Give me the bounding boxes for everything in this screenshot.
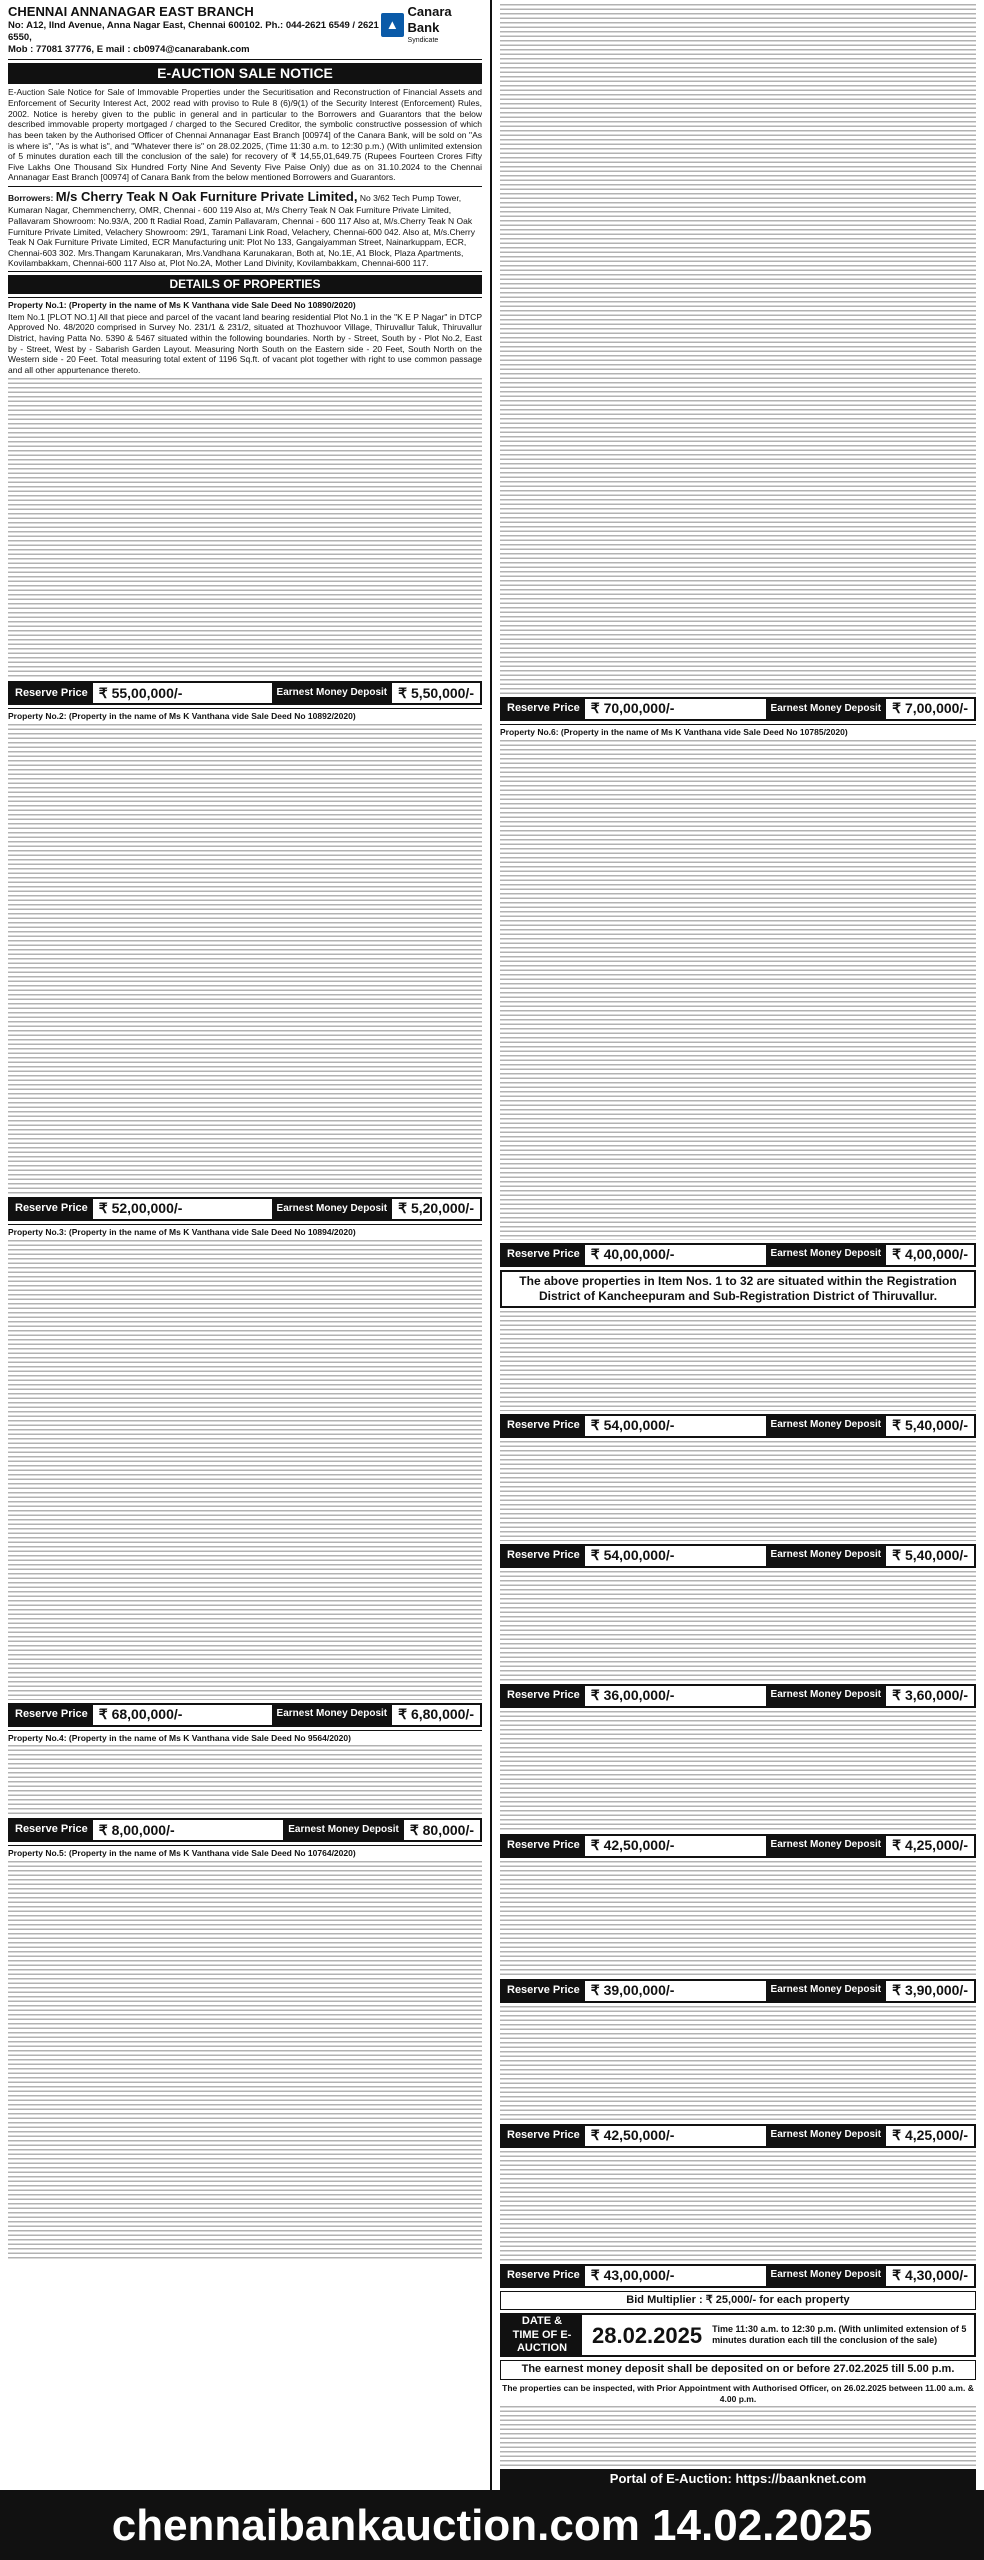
left-column [0, 0, 492, 2490]
reserve-value: ₹ 68,00,000/- [98, 1705, 183, 1722]
auction-date-row [500, 2313, 976, 2357]
text-block [8, 1240, 482, 1700]
emd-label: Earnest Money Deposit [766, 699, 887, 719]
reserve-value: ₹ 42,50,000/- [590, 1836, 675, 1853]
reserve-label: Reserve Price [10, 683, 93, 703]
reserve-value: ₹ 43,00,000/- [590, 2266, 675, 2283]
emd-label: Earnest Money Deposit [283, 1820, 404, 1840]
borrowers-label: Borrowers: [8, 193, 54, 203]
emd-value: ₹ 5,20,000/- [398, 1200, 474, 1217]
text-block [500, 4, 976, 694]
bid-multiplier: Bid Multiplier : ₹ 25,000/- for each property [500, 2291, 976, 2311]
reserve-label: Reserve Price [502, 1416, 585, 1436]
reserve-row-2 [8, 1197, 482, 1221]
intro-text: E-Auction Sale Notice for Sale of Immovable Properties under the Securitisation and Reconstruction of Financial Assets and Enforcement of Security Interest Act, 2002 read with proviso to Rule 8 (6)/9(1) of the Security Interest (Enforcement) Rules, 2002. Notice is hereby given to the public in general and in particular to the Borrowers and Guarantors that the below described immovable property mortgaged / charged to the Secured Creditor, the symbolic constructive possession of which has been taken by the Authorised Officer of Chennai Annanagar East Branch [00974] of the Canara Bank, will be sold on "As is where is", "As is what is", and "Whatever there is" on 28.02.2025, (Time 11:30 a.m. to 12:30 p.m.) (With unlimited extension of 5 minutes duration each till the conclusion of the sale) for recovery of ₹ 14,55,01,649.75 (Rupees Fourteen Crores Fifty Five Lakhs One Thousand Six Hundred Forty Nine And Seventy Five Paise Only) due as on 31.10.2024 to the Chennai Annanagar East Branch [00974] of Canara Bank from the below mentioned Borrowers and Guarantors. [8, 87, 482, 183]
emd-label: Earnest Money Deposit [766, 1981, 887, 2001]
reserve-label: Reserve Price [502, 1546, 585, 1566]
reserve-value: ₹ 36,00,000/- [590, 1686, 675, 1703]
branch-name: CHENNAI ANNANAGAR EAST BRANCH [8, 4, 254, 19]
notice-title: E-AUCTION SALE NOTICE [8, 63, 482, 85]
emd-value: ₹ 3,60,000/- [892, 1686, 968, 1703]
reserve-label: Reserve Price [502, 699, 585, 719]
emd-value: ₹ 4,25,000/- [892, 1836, 968, 1853]
text-block [8, 1861, 482, 2261]
text-block [8, 378, 482, 678]
property-1-title: Property No.1: (Property in the name of Ms K Vanthana vide Sale Deed No 10890/2020) [8, 297, 482, 311]
reserve-value: ₹ 40,00,000/- [590, 1245, 675, 1262]
reserve-row-i [500, 2264, 976, 2288]
emd-label: Earnest Money Deposit [272, 1199, 393, 1219]
property-2-title: Property No.2: (Property in the name of Ms K Vanthana vide Sale Deed No 10892/2020) [8, 708, 482, 722]
reserve-label: Reserve Price [502, 2126, 585, 2146]
emd-label: Earnest Money Deposit [272, 683, 393, 703]
reserve-row-4 [8, 1818, 482, 1842]
auction-time: Time 11:30 a.m. to 12:30 p.m. (With unlimited extension of 5 minutes duration each till the conclusion of the sale) [712, 2324, 967, 2346]
emd-value: ₹ 6,80,000/- [398, 1705, 474, 1722]
reserve-label: Reserve Price [502, 1981, 585, 2001]
reserve-label: Reserve Price [502, 2266, 585, 2286]
emd-value: ₹ 5,40,000/- [892, 1416, 968, 1433]
reserve-row-g [500, 1979, 976, 2003]
footer-banner: chennaibankauction.com 14.02.2025 [0, 2490, 984, 2560]
text-block [500, 1861, 976, 1976]
reserve-label: Reserve Price [10, 1705, 93, 1725]
emd-value: ₹ 3,90,000/- [892, 1981, 968, 1998]
text-block [8, 1745, 482, 1815]
emd-value: ₹ 5,50,000/- [398, 684, 474, 701]
reserve-value: ₹ 54,00,000/- [590, 1416, 675, 1433]
reserve-row-d [500, 1544, 976, 1568]
emd-label: Earnest Money Deposit [766, 1416, 887, 1436]
emd-value: ₹ 7,00,000/- [892, 700, 968, 717]
reserve-row-e [500, 1684, 976, 1708]
emd-value: ₹ 4,00,000/- [892, 1245, 968, 1262]
emd-label: Earnest Money Deposit [766, 1686, 887, 1706]
property-4-title: Property No.4: (Property in the name of Ms K Vanthana vide Sale Deed No 9564/2020) [8, 1730, 482, 1744]
reserve-value: ₹ 70,00,000/- [590, 700, 675, 717]
reserve-value: ₹ 55,00,000/- [98, 684, 183, 701]
emd-label: Earnest Money Deposit [766, 2266, 887, 2286]
auction-date-value: 28.02.2025 [592, 2322, 703, 2348]
emd-value: ₹ 4,30,000/- [892, 2266, 968, 2283]
reserve-label: Reserve Price [10, 1199, 93, 1219]
reserve-value: ₹ 8,00,000/- [98, 1821, 175, 1838]
borrowers-text: No 3/62 Tech Pump Tower, Kumaran Nagar, Chemmencherry, OMR, Chennai - 600 119 Also at, M/s Cherry Teak N Oak Furniture Private Limited, Pallavaram Showroom: No.93/A, 200 ft Radial Road, Zamin Pallavaram, Chennai - 600 117 Also at, M/s.Cherry Teak N Oak Furniture Private Limited, Velachery Showroom: 29/1, Taramani Link Road, Velachery, Chennai-600 042. Also at, M/s.Cherry Teak N Oak Furniture Private Limited, ECR Manufacturing unit: Plot No 133, Gangaiyamman Street, Nainarkuppam, ECR, Chennai-603 302. Mrs.Thangam Karunakaran, Mrs.Vandhana Karunakaran, Both at, No.1E, A1 Block, Plaza Apartments, Kovilambakkam, Chennai-600 117 Also at, Plot No.2A, Mother Land Divinity, Kovilambakkam, Chennai-600 117. [8, 193, 475, 269]
reserve-value: ₹ 42,50,000/- [590, 2126, 675, 2143]
text-block [500, 2406, 976, 2466]
reserve-row-a [500, 697, 976, 721]
emd-value: ₹ 80,000/- [409, 1821, 474, 1838]
reserve-row-c [500, 1414, 976, 1438]
region-notice: The above properties in Item Nos. 1 to 32 are situated within the Registration District of Kancheepuram and Sub-Registration District of Thiruvallur. [500, 1270, 976, 1308]
reserve-value: ₹ 39,00,000/- [590, 1981, 675, 1998]
reserve-row-h [500, 2124, 976, 2148]
text-block [500, 1441, 976, 1541]
borrowers-block [8, 186, 482, 272]
text-block [500, 1311, 976, 1411]
emd-deadline: The earnest money deposit shall be deposited on or before 27.02.2025 till 5.00 p.m. [500, 2360, 976, 2380]
emd-label: Earnest Money Deposit [766, 1546, 887, 1566]
text-block [500, 1571, 976, 1681]
reserve-row-b [500, 1243, 976, 1267]
text-block [500, 1711, 976, 1831]
property-1-item: Item No.1 [PLOT NO.1] All that piece and parcel of the vacant land bearing residential Plot No.1 in the "K E P Nagar" in DTCP Approved No. 48/2020 comprised in Survey No. 231/1 & 231/2, situated at Thozhuvoor Village, Thiruvallur Taluk, Thiruvallur District, having Patta No. 5390 & 5467 situated within the following boundaries. North by - Street, South by - Plot No.2, East by - Street, West by - Sabarish Garden Layout. Measuring North South on the Eastern side - 20 Feet, South North on the Western side - 20 Feet. Total measuring total extent of 1196 Sq.ft. of vacant plot together with right to use common passage and all other appurtenance thereto. [8, 311, 482, 375]
auction-date-label: DATE & TIME OF E-AUCTION [502, 2315, 582, 2355]
reserve-row-1 [8, 681, 482, 705]
emd-value: ₹ 4,25,000/- [892, 2126, 968, 2143]
property-6-title: Property No.6: (Property in the name of Ms K Vanthana vide Sale Deed No 10785/2020) [500, 724, 976, 738]
portal-banner: Portal of E-Auction: https://baanknet.com [500, 2469, 976, 2489]
canara-bank-logo [381, 4, 482, 45]
bank-name: Canara Bank [407, 4, 452, 36]
reserve-label: Reserve Price [502, 1245, 585, 1265]
borrower-name: M/s Cherry Teak N Oak Furniture Private Limited, [55, 189, 358, 204]
reserve-row-3 [8, 1703, 482, 1727]
text-block [500, 740, 976, 1240]
branch-block [8, 4, 381, 56]
text-block [500, 2006, 976, 2121]
reserve-label: Reserve Price [10, 1820, 93, 1840]
right-column [492, 0, 984, 2490]
inspection-text: The properties can be inspected, with Prior Appointment with Authorised Officer, on 26.02.2025 between 11.00 a.m. & 4.00 p.m. [502, 2383, 974, 2404]
branch-contact: Mob : 77081 37776, E mail : cb0974@canarabank.com [8, 44, 250, 55]
reserve-label: Reserve Price [502, 1686, 585, 1706]
reserve-label: Reserve Price [502, 1836, 585, 1856]
reserve-row-f [500, 1834, 976, 1858]
emd-label: Earnest Money Deposit [272, 1705, 393, 1725]
emd-label: Earnest Money Deposit [766, 2126, 887, 2146]
bank-sub: Syndicate [407, 36, 439, 44]
text-block [500, 2151, 976, 2261]
property-5-title: Property No.5: (Property in the name of Ms K Vanthana vide Sale Deed No 10764/2020) [8, 1845, 482, 1859]
property-3-title: Property No.3: (Property in the name of Ms K Vanthana vide Sale Deed No 10894/2020) [8, 1224, 482, 1238]
bank-logo-icon: ▲ [381, 13, 403, 37]
text-block [8, 724, 482, 1194]
emd-value: ₹ 5,40,000/- [892, 1546, 968, 1563]
notice-header [8, 4, 482, 60]
branch-address: No: A12, IInd Avenue, Anna Nagar East, Chennai 600102. Ph.: 044-2621 6549 / 2621 6550, [8, 20, 379, 44]
reserve-value: ₹ 54,00,000/- [590, 1546, 675, 1563]
emd-label: Earnest Money Deposit [766, 1245, 887, 1265]
emd-label: Earnest Money Deposit [766, 1836, 887, 1856]
reserve-value: ₹ 52,00,000/- [98, 1200, 183, 1217]
details-heading: DETAILS OF PROPERTIES [8, 275, 482, 294]
